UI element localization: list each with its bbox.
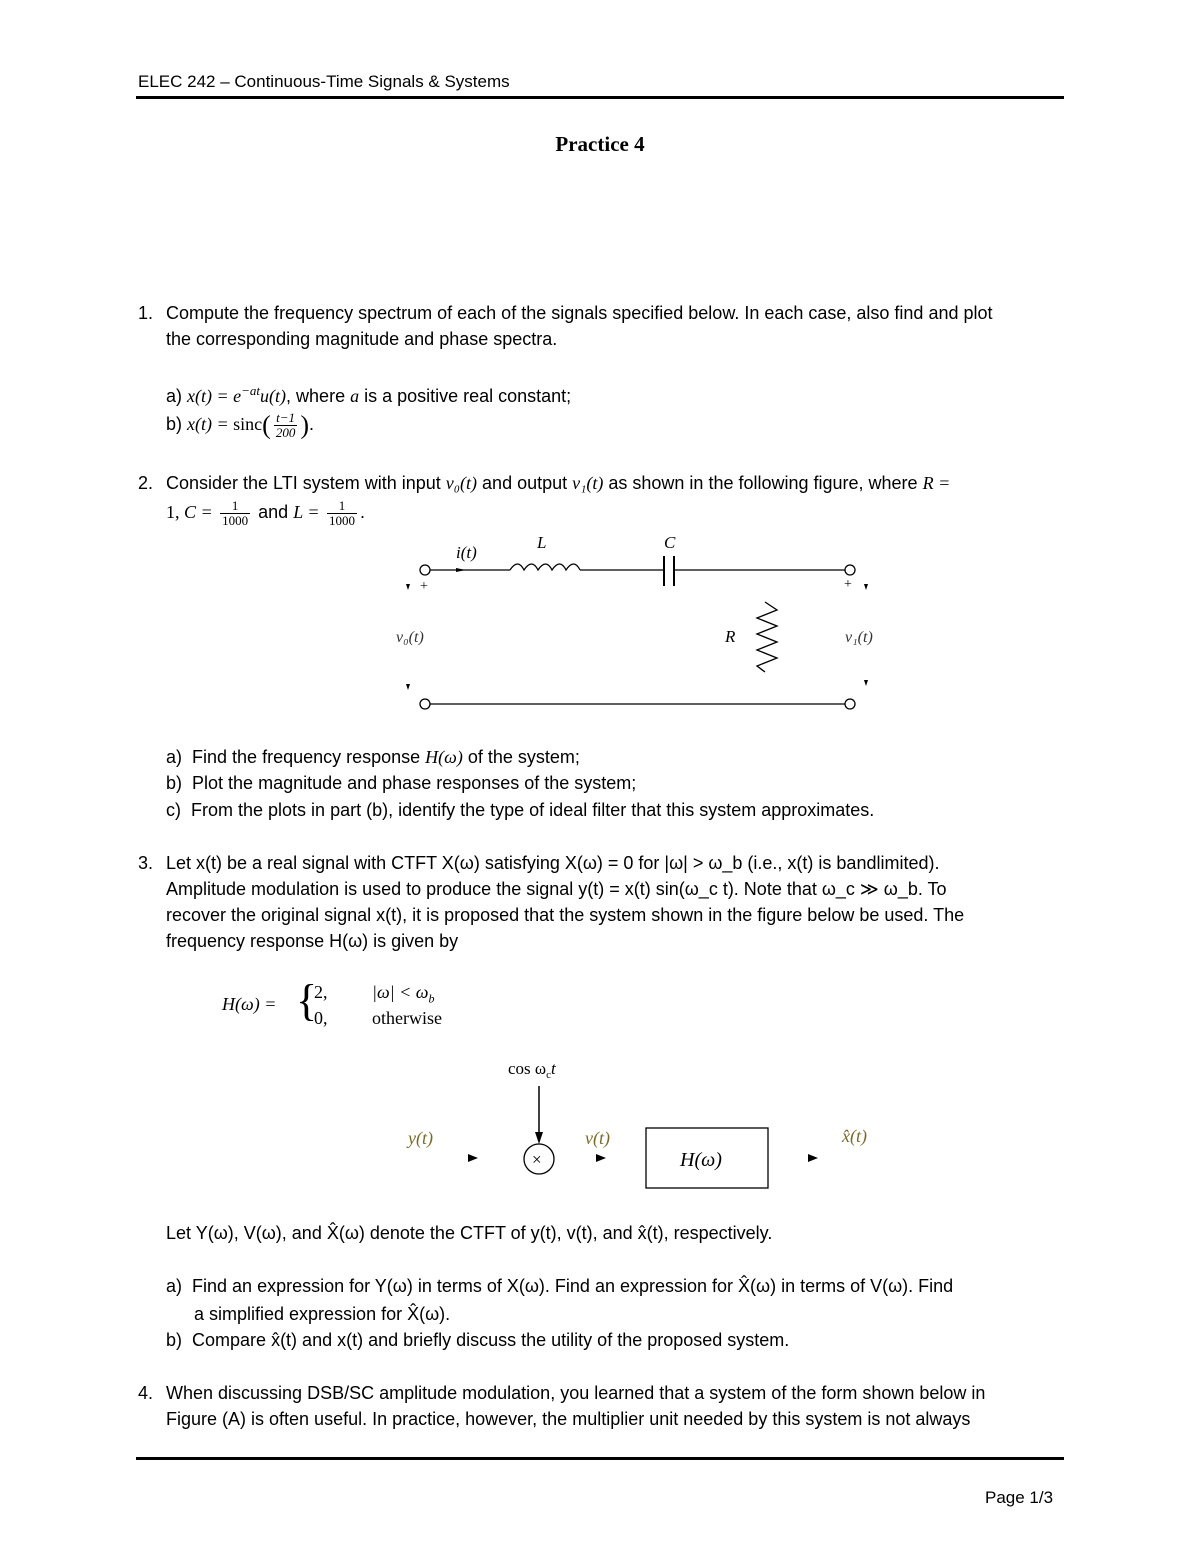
header-rule <box>136 96 1064 99</box>
q2-line2 <box>166 496 365 528</box>
q2-L-eq: L = <box>293 502 325 522</box>
y-arrow <box>468 1154 478 1162</box>
multiplier-symbol: × <box>532 1150 542 1169</box>
q3-number: 3. <box>138 853 154 873</box>
q2-part-a <box>166 744 580 770</box>
C-label: C <box>664 533 676 552</box>
L-label: L <box>537 533 547 552</box>
q3-part-a-line2: a simplified expression for X̂(ω). <box>194 1304 451 1324</box>
v1-arrow-bottom <box>864 680 868 686</box>
R-label: R <box>725 627 736 646</box>
filter-label: H(ω) <box>680 1149 722 1171</box>
q2-and: and <box>253 502 294 522</box>
q3-part-a-line1 <box>166 1273 953 1299</box>
q2-line1-text-b: and output <box>477 473 573 493</box>
q3-line2: Amplitude modulation is used to produce the signal y(t) = x(t) sin(ω_c t). Note that ω_c ≫ ω_b. To <box>166 879 947 899</box>
cos-text: cos ω <box>508 1059 547 1078</box>
q2-a-label: a) <box>166 747 183 767</box>
q2-line2-text: 1, <box>166 502 184 522</box>
q2-L-den: 1000 <box>329 512 356 528</box>
q2-c-label: c) <box>166 800 181 820</box>
q2-C-eq: C = <box>184 502 218 522</box>
input-terminal-bottom <box>420 699 430 709</box>
demodulator-block-diagram <box>400 1052 900 1197</box>
q2-b-text: Plot the magnitude and phase responses of the system; <box>192 773 637 793</box>
case2-condition: otherwise <box>372 1008 442 1028</box>
q3-b-label: b) <box>166 1330 183 1350</box>
q1-b-label: b) <box>166 414 183 434</box>
q2-part-c <box>166 797 874 823</box>
q2-a-text: Find the frequency response <box>192 747 426 767</box>
q2-v0: v₀(t) <box>445 473 478 493</box>
q1-a-math2: u(t) <box>260 386 287 406</box>
xhat-arrow <box>808 1154 818 1162</box>
input-plus-sign: + <box>420 579 428 594</box>
cos-t: t <box>551 1059 556 1078</box>
rlc-circuit-diagram <box>390 530 900 720</box>
inductor-symbol <box>510 564 580 570</box>
q2-C-num: 1 <box>220 499 250 514</box>
q2-C-den: 1000 <box>222 512 249 528</box>
q2-R-eq: R = <box>922 473 951 493</box>
q3-let-line: Let Y(ω), V(ω), and X̂(ω) denote the CTFT of y(t), v(t), and x̂(t), respectively. <box>166 1223 773 1243</box>
q1-line2: the corresponding magnitude and phase spectra. <box>166 329 558 349</box>
input-terminal-top <box>420 565 430 575</box>
xhat-label: x̂(t) <box>842 1126 867 1146</box>
q2-a-text2: of the system; <box>462 747 580 767</box>
output-plus-sign: + <box>844 577 852 592</box>
q3-line3: recover the original signal x(t), it is proposed that the system shown in the figure below be used. The <box>166 905 965 925</box>
q1-a-text2: is a positive real constant; <box>359 386 572 406</box>
running-header: ELEC 242 – Continuous-Time Signals & Systems <box>138 72 510 91</box>
case1-condition <box>372 982 434 1007</box>
q1-b-sinc: sinc <box>233 414 263 434</box>
q3-b-text: Compare x̂(t) and x(t) and briefly discuss the utility of the proposed system. <box>192 1330 790 1350</box>
v-label: v(t) <box>585 1128 610 1148</box>
q3-part-b <box>166 1327 789 1353</box>
q1-a-var: a <box>350 386 360 406</box>
v1-arrow-top <box>864 584 868 590</box>
q2-part-b <box>166 770 636 796</box>
q1-a-text: , where <box>286 386 351 406</box>
q1-b-end: . <box>309 414 315 434</box>
v0-arrow-top <box>406 584 410 590</box>
y-label: y(t) <box>408 1128 433 1148</box>
q2-c-text: From the plots in part (b), identify the type of ideal filter that this system approximates. <box>191 800 875 820</box>
q2-end: . <box>360 502 366 522</box>
q1-b-denominator: 200 <box>275 424 296 440</box>
q2-line1-text-a: Consider the LTI system with input <box>166 473 446 493</box>
footer-rule <box>136 1457 1064 1460</box>
q1-part-b: b) x(t) = sinc( $\frac{t-1}{200}$ ). <box>166 409 315 440</box>
piecewise-definition <box>222 978 522 1038</box>
q4-line1: When discussing DSB/SC amplitude modulation, you learned that a system of the form shown below in <box>166 1383 986 1403</box>
q3-line1: Let x(t) be a real signal with CTFT X(ω) satisfying X(ω) = 0 for |ω| > ω_b (i.e., x(t) is bandlimited). <box>166 853 940 873</box>
q2-L-num: 1 <box>327 499 357 514</box>
q1-number: 1. <box>138 303 154 323</box>
q1-b-numerator: t−1 <box>274 411 298 426</box>
q4-number: 4. <box>138 1383 154 1403</box>
v-arrow <box>596 1154 606 1162</box>
case2-value: 0, <box>314 1008 328 1028</box>
output-terminal-top <box>845 565 855 575</box>
q2-line1-text-c: as shown in the following figure, where <box>603 473 923 493</box>
current-arrow <box>456 568 466 572</box>
q1-a-exponent: −at <box>241 383 261 398</box>
i-label: i(t) <box>456 543 477 562</box>
q1-b-math: x(t) = <box>187 414 234 434</box>
q1-a-math: x(t) = e <box>187 386 242 406</box>
output-terminal-bottom <box>845 699 855 709</box>
case1-sub: b <box>428 991 435 1006</box>
v1-label: v₁(t) <box>845 629 873 646</box>
page-number: Page 1/3 <box>985 1488 1054 1507</box>
carrier-arrow <box>535 1132 543 1144</box>
v0-label: v₀(t) <box>396 629 424 646</box>
v0-arrow-bottom <box>406 684 410 690</box>
case1-value: 2, <box>314 982 328 1002</box>
q1-part-a <box>166 378 571 409</box>
q3-a-text: Find an expression for Y(ω) in terms of X(ω). Find an expression for X̂(ω) in terms of V(ω). Find <box>192 1276 954 1296</box>
q2-a-math: H(ω) <box>425 747 463 767</box>
q2-number: 2. <box>138 473 154 493</box>
q1-a-label: a) <box>166 386 183 406</box>
cos-sub: c <box>546 1069 551 1081</box>
document-title: Practice 4 <box>555 132 645 156</box>
piecewise-brace: { <box>296 976 318 1025</box>
case1-cond-text: |ω| < ω <box>372 982 429 1002</box>
H-lhs: H(ω) = <box>222 994 277 1014</box>
resistor-symbol <box>757 602 777 672</box>
q3-line4: frequency response H(ω) is given by <box>166 931 459 951</box>
q3-a-label: a) <box>166 1276 183 1296</box>
q1-line1: Compute the frequency spectrum of each of the signals specified below. In each case, also find and plot <box>166 303 993 323</box>
cos-label <box>508 1059 557 1081</box>
q2-line1 <box>166 470 950 496</box>
q2-v1: v₁(t) <box>572 473 604 493</box>
q2-b-label: b) <box>166 773 183 793</box>
q4-line2: Figure (A) is often useful. In practice, however, the multiplier unit needed by this system is not always <box>166 1409 971 1429</box>
